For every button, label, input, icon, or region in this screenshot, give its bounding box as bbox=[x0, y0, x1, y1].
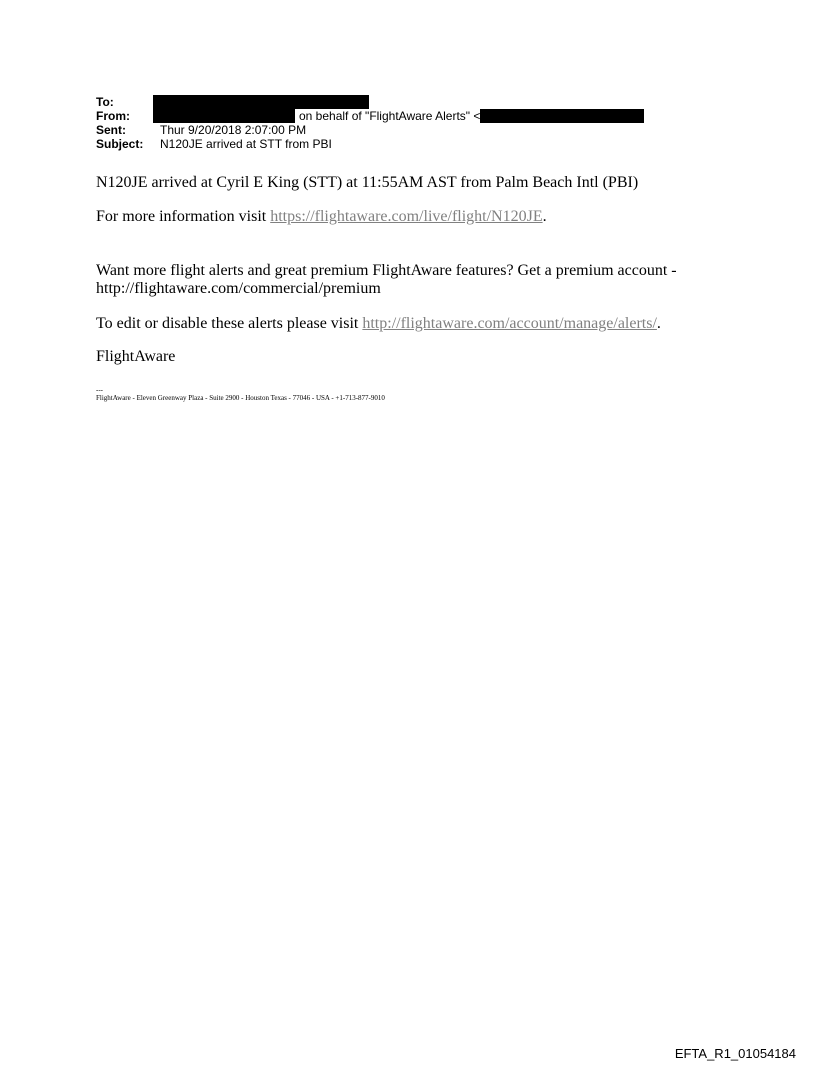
from-label: From: bbox=[96, 109, 130, 123]
premium-paragraph bbox=[96, 262, 677, 298]
arrival-line: N120JE arrived at Cyril E King (STT) at 11:55AM AST from Palm Beach Intl (PBI) bbox=[96, 174, 639, 191]
more-info-suffix: . bbox=[542, 208, 547, 225]
from-row bbox=[96, 109, 644, 123]
from-behalf-text: on behalf of "FlightAware Alerts" < bbox=[299, 109, 481, 123]
email-footer bbox=[96, 386, 385, 402]
to-redaction bbox=[153, 95, 369, 109]
email-header bbox=[96, 95, 644, 151]
more-info-paragraph bbox=[96, 208, 547, 226]
edit-alerts-suffix: . bbox=[656, 315, 661, 332]
document-id: EFTA_R1_01054184 bbox=[674, 1046, 796, 1061]
manage-alerts-link[interactable]: http://flightaware.com/account/manage/alerts/ bbox=[362, 315, 657, 332]
flight-tracking-link[interactable]: https://flightaware.com/live/flight/N120JE bbox=[270, 208, 543, 225]
edit-alerts-paragraph bbox=[96, 315, 661, 333]
signature: FlightAware bbox=[96, 348, 176, 365]
more-info-prefix: For more information visit bbox=[96, 208, 271, 225]
footer-separator: --- bbox=[96, 386, 103, 394]
subject-label: Subject: bbox=[96, 137, 144, 151]
to-row bbox=[96, 95, 644, 109]
subject-value: N120JE arrived at STT from PBI bbox=[160, 137, 332, 151]
to-label: To: bbox=[96, 95, 114, 109]
premium-line-1: Want more flight alerts and great premium FlightAware features? Get a premium account - bbox=[96, 262, 677, 279]
from-address-redaction bbox=[480, 109, 644, 123]
subject-row bbox=[96, 137, 644, 151]
sent-label: Sent: bbox=[96, 123, 126, 137]
sent-row bbox=[96, 123, 644, 137]
from-redaction bbox=[153, 109, 295, 123]
premium-line-2: http://flightaware.com/commercial/premium bbox=[96, 280, 381, 297]
edit-alerts-prefix: To edit or disable these alerts please visit bbox=[96, 315, 363, 332]
sent-value: Thur 9/20/2018 2:07:00 PM bbox=[160, 123, 307, 137]
footer-address: FlightAware - Eleven Greenway Plaza - Suite 2900 - Houston Texas - 77046 - USA - +1-713-877-9010 bbox=[96, 394, 385, 402]
